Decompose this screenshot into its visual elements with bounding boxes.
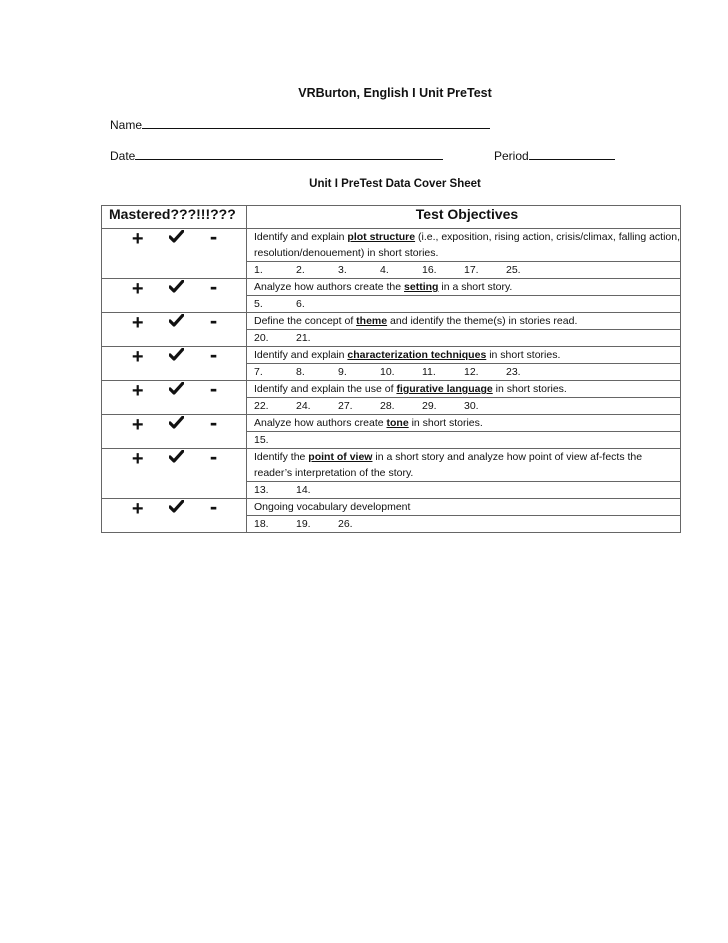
date-underline	[135, 149, 443, 160]
objective-text-pre: Ongoing vocabulary development	[254, 501, 411, 513]
question-number: 22.	[254, 400, 269, 412]
question-number: 1.	[254, 264, 263, 276]
question-number: 24.	[296, 400, 311, 412]
objective-text-post: in a short story and analyze how point of view af-fects the reader’s interpretation of the story.	[254, 451, 643, 479]
question-number: 19.	[296, 518, 311, 530]
objective-row	[102, 415, 681, 432]
question-number: 4.	[380, 264, 389, 276]
question-number: 30.	[464, 400, 479, 412]
plus-mark[interactable]: +	[131, 346, 144, 368]
objective-text-pre: Identify and explain the use of	[254, 383, 397, 395]
plus-mark[interactable]: +	[131, 228, 144, 250]
question-number: 20.	[254, 332, 269, 344]
minus-mark[interactable]: -	[209, 376, 218, 401]
check-mark-icon[interactable]	[169, 416, 184, 434]
period-underline	[529, 149, 615, 160]
objective-text-post: in short stories.	[408, 417, 483, 429]
minus-mark[interactable]: -	[209, 444, 218, 469]
question-number: 3.	[338, 264, 347, 276]
question-number: 12.	[464, 366, 479, 378]
name-label: Name	[110, 118, 143, 132]
objective-keyword: figurative language	[396, 383, 493, 395]
objective-keyword: plot structure	[347, 231, 416, 243]
objective-keyword: setting	[404, 281, 439, 293]
question-number: 28.	[380, 400, 395, 412]
question-numbers	[247, 364, 681, 381]
plus-mark[interactable]: +	[131, 380, 144, 402]
question-numbers	[247, 516, 681, 533]
objective-keyword: tone	[386, 417, 409, 429]
objective-keyword: characterization techniques	[347, 349, 487, 361]
objectives-body	[102, 224, 681, 533]
mastery-marks-cell	[102, 308, 247, 347]
question-number: 21.	[296, 332, 311, 344]
date-label: Date	[110, 149, 136, 163]
question-number: 10.	[380, 366, 395, 378]
sheet-subtitle: Unit I PreTest Data Cover Sheet	[309, 178, 481, 190]
check-mark-icon[interactable]	[169, 348, 184, 366]
question-numbers	[247, 330, 681, 347]
plus-mark[interactable]: +	[131, 498, 144, 520]
mastery-marks-cell	[102, 224, 247, 279]
name-underline	[142, 118, 490, 129]
objective-row	[102, 499, 681, 516]
check-mark-icon[interactable]	[169, 230, 184, 248]
question-number: 13.	[254, 484, 269, 496]
check-mark-icon[interactable]	[169, 500, 184, 518]
period-label: Period	[494, 149, 529, 163]
question-number: 25.	[506, 264, 521, 276]
minus-mark[interactable]: -	[209, 342, 218, 367]
mastered-column-header: Mastered???!!!???	[102, 206, 247, 229]
objective-text	[247, 381, 681, 398]
mastery-marks-cell	[102, 342, 247, 381]
objective-text-pre: Analyze how authors create	[254, 417, 387, 429]
question-number: 17.	[464, 264, 479, 276]
plus-mark[interactable]: +	[131, 448, 144, 470]
name-field[interactable]	[110, 118, 490, 132]
minus-mark[interactable]: -	[209, 274, 218, 299]
objective-text	[247, 229, 681, 262]
check-mark-icon[interactable]	[169, 450, 184, 468]
objective-keyword: theme	[356, 315, 388, 327]
objective-row	[102, 313, 681, 330]
minus-mark[interactable]: -	[209, 308, 218, 333]
question-numbers	[247, 482, 681, 499]
question-number: 2.	[296, 264, 305, 276]
objective-text	[247, 499, 681, 516]
objective-text-pre: Identify and explain	[254, 349, 348, 361]
question-number: 27.	[338, 400, 353, 412]
question-numbers	[247, 398, 681, 415]
question-number: 14.	[296, 484, 311, 496]
question-numbers	[247, 432, 681, 449]
objective-text-pre: Identify the	[254, 451, 309, 463]
question-number: 23.	[506, 366, 521, 378]
question-number: 11.	[422, 366, 436, 378]
objective-text-post: and identify the theme(s) in stories read.	[387, 315, 578, 327]
mastery-marks-cell	[102, 410, 247, 449]
mastery-marks-cell	[102, 444, 247, 499]
objective-text-pre: Identify and explain	[254, 231, 348, 243]
question-number: 15.	[254, 434, 269, 446]
question-number: 29.	[422, 400, 437, 412]
objective-text-post: (i.e., exposition, rising action, crisis/climax, falling action, resolution/denouement) in short stories.	[254, 231, 681, 259]
check-mark-icon[interactable]	[169, 314, 184, 332]
mastery-marks-cell	[102, 274, 247, 313]
period-field[interactable]	[494, 149, 615, 163]
objective-keyword: point of view	[308, 451, 373, 463]
objective-row	[102, 449, 681, 482]
question-number: 7.	[254, 366, 263, 378]
plus-mark[interactable]: +	[131, 312, 144, 334]
mastery-marks-cell	[102, 494, 247, 533]
question-number: 26.	[338, 518, 353, 530]
objective-row	[102, 229, 681, 262]
question-number: 6.	[296, 298, 305, 310]
check-mark-icon[interactable]	[169, 280, 184, 298]
minus-mark[interactable]: -	[209, 494, 218, 519]
objective-row	[102, 279, 681, 296]
objective-text-pre: Analyze how authors create the	[254, 281, 405, 293]
objective-text	[247, 279, 681, 296]
question-number: 16.	[422, 264, 437, 276]
objective-text	[247, 313, 681, 330]
objective-text-post: in short stories.	[486, 349, 561, 361]
plus-mark[interactable]: +	[131, 414, 144, 436]
objectives-table	[101, 205, 681, 533]
objective-text	[247, 347, 681, 364]
objectives-column-header: Test Objectives	[247, 206, 681, 229]
objective-text	[247, 449, 681, 482]
objective-text-post: in short stories.	[492, 383, 567, 395]
question-number: 9.	[338, 366, 347, 378]
mastery-marks-cell	[102, 376, 247, 415]
question-number: 18.	[254, 518, 269, 530]
minus-mark[interactable]: -	[209, 224, 218, 249]
objective-row	[102, 347, 681, 364]
question-number: 5.	[254, 298, 263, 310]
question-number: 8.	[296, 366, 305, 378]
objective-text-post: in a short story.	[438, 281, 513, 293]
minus-mark[interactable]: -	[209, 410, 218, 435]
page-title: VRBurton, English I Unit PreTest	[298, 86, 492, 100]
question-numbers	[247, 262, 681, 279]
date-field[interactable]	[110, 149, 443, 163]
check-mark-icon[interactable]	[169, 382, 184, 400]
objective-text	[247, 415, 681, 432]
plus-mark[interactable]: +	[131, 278, 144, 300]
question-numbers	[247, 296, 681, 313]
objective-text-pre: Define the concept of	[254, 315, 357, 327]
objective-row	[102, 381, 681, 398]
